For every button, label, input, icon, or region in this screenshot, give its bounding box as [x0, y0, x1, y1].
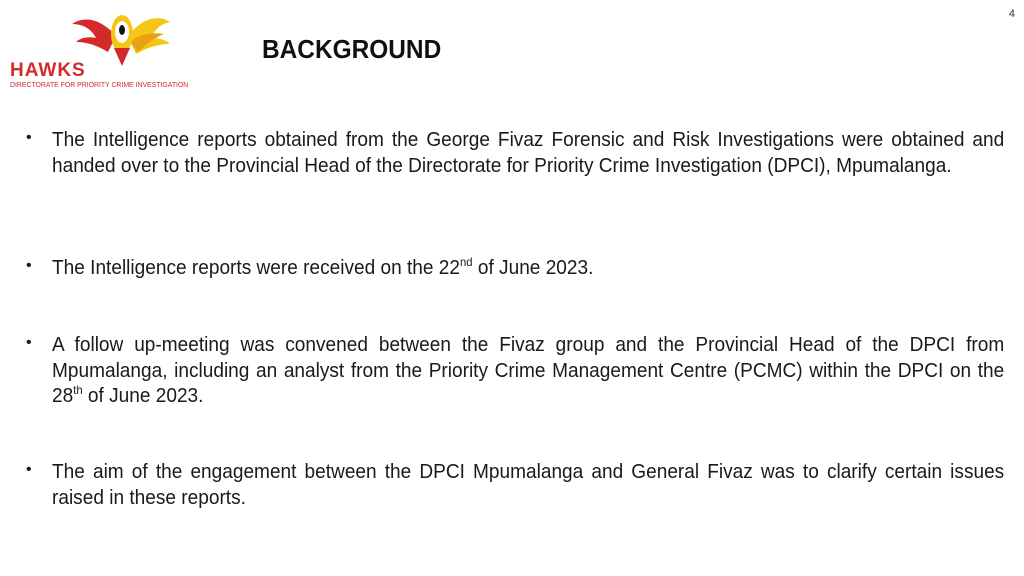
logo-wordmark: HAWKS [10, 60, 86, 81]
bullet-dot-icon: • [26, 334, 32, 351]
bullet-text: The aim of the engagement between the DPCI Mpumalanga and General Fivaz was to clarify certain issues raised in these reports. [52, 461, 1005, 509]
bullet-superscript: nd [460, 255, 473, 270]
bullet-text [52, 256, 1004, 282]
slide-title: BACKGROUND [262, 34, 442, 64]
logo-subtitle: DIRECTORATE FOR PRIORITY CRIME INVESTIGATION [10, 82, 189, 89]
bullet-dot-icon: • [26, 461, 32, 478]
bullet-text [52, 333, 1004, 410]
bullet-dot-icon: • [26, 129, 32, 146]
bullet-text-after: of June 2023. [472, 257, 594, 279]
bullet-dot-icon: • [26, 257, 32, 274]
hawks-logo [8, 8, 189, 94]
bullet-text-before: A follow up-meeting was convened between the Fivaz group and the Provincial Head of the DPCI from Mpumalanga, including an analyst from the Priority Crime Management Centre (PCMC) within the DPCI on the 28 [52, 334, 1005, 408]
page-number: 4 [1008, 8, 1015, 20]
bullet-item [26, 128, 1024, 179]
bullet-text-before: The Intelligence reports were received on the 22 [52, 257, 461, 279]
bullet-text: The Intelligence reports obtained from the George Fivaz Forensic and Risk Investigations were obtained and handed over to the Provincial Head of the Directorate for Priority Crime Investigation (DPCI), Mpumalanga. [52, 129, 1005, 177]
bullet-text-after: of June 2023. [82, 385, 204, 408]
bullet-item [26, 460, 1024, 511]
hawk-bird-icon [70, 8, 174, 68]
bullet-item [26, 256, 1024, 282]
bullet-item [26, 333, 1024, 410]
bullet-superscript: th [73, 383, 83, 398]
